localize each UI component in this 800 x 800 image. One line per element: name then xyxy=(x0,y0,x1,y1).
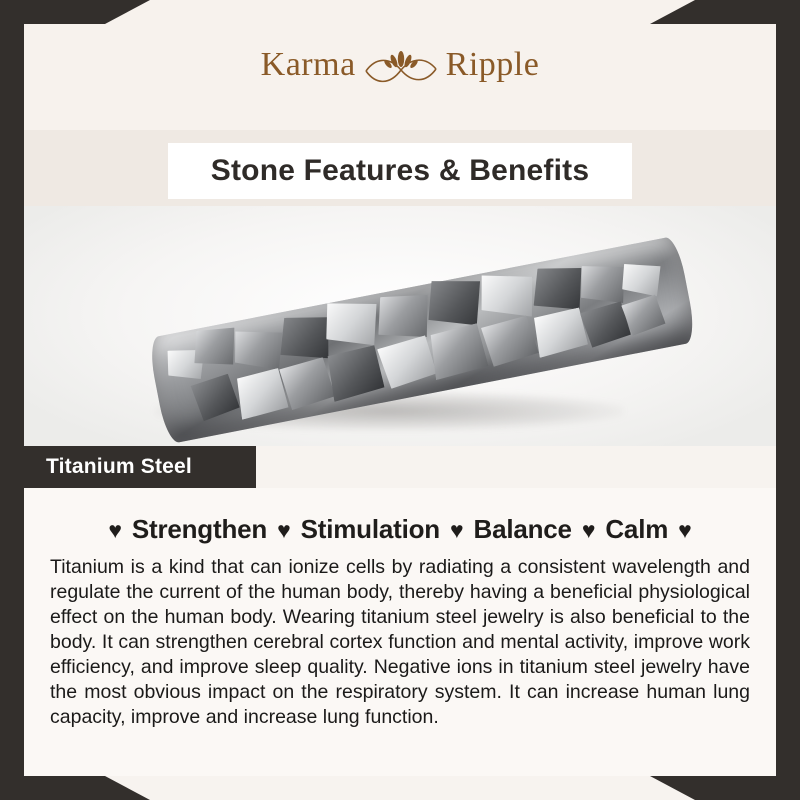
brand-name-right: Ripple xyxy=(445,46,540,83)
frame-corner-bottom-right-bar xyxy=(650,776,800,800)
product-image xyxy=(24,206,776,446)
benefit-item-1: Stimulation xyxy=(300,514,440,544)
content-panel xyxy=(24,488,776,776)
benefit-item-2: Balance xyxy=(473,514,572,544)
lotus-infinity-icon xyxy=(362,45,440,85)
frame-corner-bottom-left-bar xyxy=(0,776,150,800)
frame-corner-bottom-right xyxy=(776,590,800,800)
benefit-item-3: Calm xyxy=(605,514,669,544)
heart-icon: ♥ xyxy=(450,517,464,543)
page-title-text: Stone Features & Benefits xyxy=(210,154,590,187)
benefits-headline xyxy=(50,514,750,545)
stone-name-text: Titanium Steel xyxy=(46,455,192,478)
heart-icon: ♥ xyxy=(581,517,596,543)
benefit-item-0: Strengthen xyxy=(131,514,268,544)
brand-name-left: Karma xyxy=(260,46,356,83)
frame-corner-top-left xyxy=(0,0,24,210)
heart-icon: ♥ xyxy=(277,517,291,543)
heart-icon: ♥ xyxy=(108,517,122,543)
description-text: Titanium is a kind that can ionize cells by radiating a consistent wavelength and regulate the current of the human body, thereby having a beneficial physiological effect on the human body. Wearing titanium steel jewelry is also beneficial to the body. It can strengthen cerebral cortex function and mental activity, improve work efficiency, and improve sleep quality. Negative ions in titanium steel jewelry have the most obvious impact on the respiratory system. It can increase human lung capacity, improve and increase lung function. xyxy=(50,556,750,728)
frame-edge-left xyxy=(0,170,24,630)
frame-corner-bottom-left xyxy=(0,590,24,800)
page-title xyxy=(168,143,632,199)
frame-edge-right xyxy=(776,170,800,630)
heart-icon: ♥ xyxy=(678,517,692,543)
stone-name-label xyxy=(24,446,256,488)
brand-logo xyxy=(261,45,540,85)
frame-corner-top-right xyxy=(776,0,800,210)
